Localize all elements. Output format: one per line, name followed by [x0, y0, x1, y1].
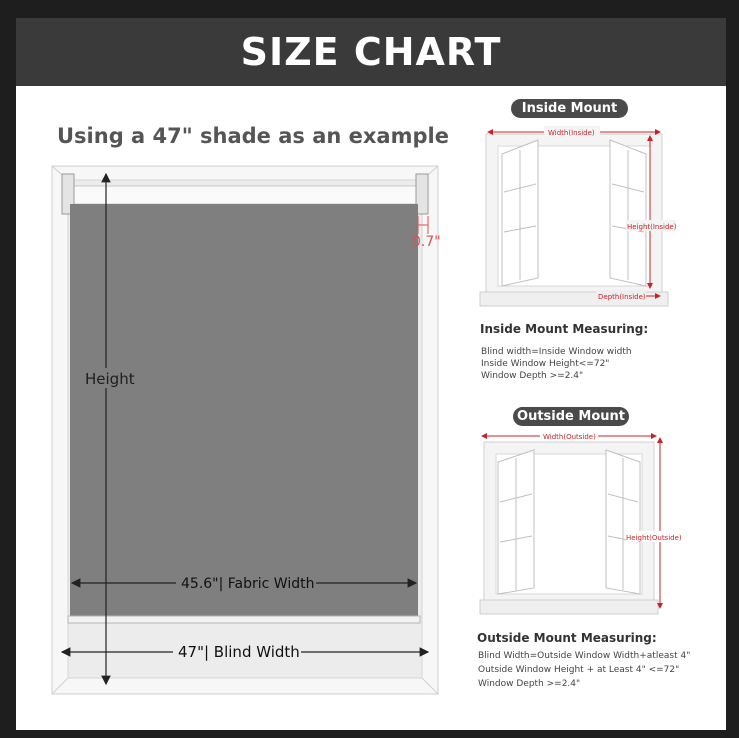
inside-depth-label: Depth(Inside) [598, 293, 646, 301]
outside-measuring-title: Outside Mount Measuring: [477, 631, 657, 645]
outside-mount-illustration [476, 428, 682, 618]
bottom-bar [68, 616, 420, 623]
outside-height-label: Height(Outside) [626, 534, 682, 542]
outside-mount-badge: Outside Mount [513, 407, 629, 426]
inside-mount-illustration [476, 120, 676, 310]
blind-width-label: 47"| Blind Width [178, 643, 300, 661]
inside-mount-badge: Inside Mount [511, 99, 628, 118]
gap-label: 0.7" [412, 234, 441, 250]
inside-measure-line: Blind width=Inside Window width [481, 347, 632, 357]
inside-measuring-title: Inside Mount Measuring: [480, 322, 649, 336]
inside-height-label: Height(Inside) [627, 223, 677, 231]
height-label: Height [85, 370, 135, 388]
outside-measure-line: Window Depth >=2.4" [478, 679, 581, 689]
outside-width-label: Width(Outside) [543, 433, 596, 441]
outside-measure-line: Blind Width=Outside Window Width+atleast 4" [478, 651, 691, 661]
page-title: SIZE CHART [240, 30, 502, 74]
outside-measure-line: Outside Window Height + at Least 4" <=72" [478, 665, 680, 675]
fabric-width-label: 45.6"| Fabric Width [181, 576, 315, 592]
shade-fabric [70, 204, 418, 616]
inside-measure-line: Inside Window Height<=72" [481, 359, 610, 369]
inside-measure-line: Window Depth >=2.4" [481, 371, 584, 381]
inside-width-label: Width(Inside) [548, 129, 595, 137]
example-title: Using a 47" shade as an example [57, 124, 449, 148]
